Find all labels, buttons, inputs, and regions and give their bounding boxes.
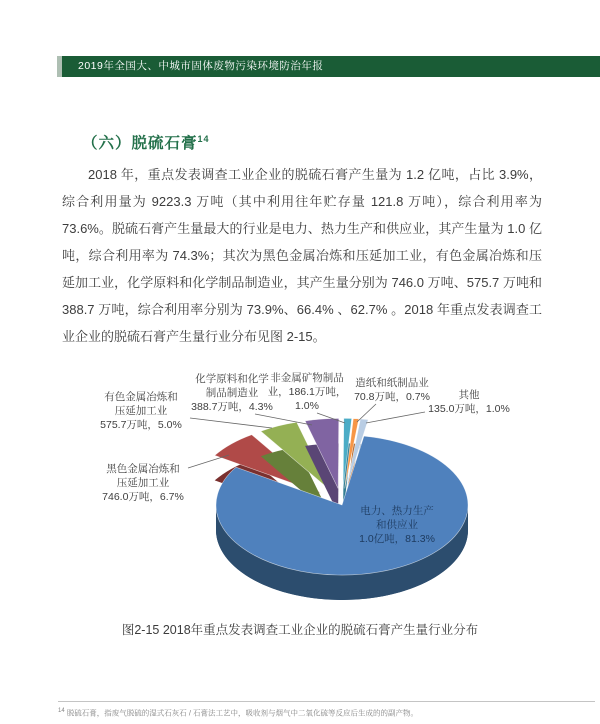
body-paragraph: 2018 年，重点发表调查工业企业的脱硫石膏产生量为 1.2 亿吨，占比 3.9%，综合利用量为 9223.3 万吨（其中利用往年贮存量 121.8 万吨），综合利用率为 73.6%。脱硫石膏产生量最大的行业是电力、热力生产和供应业，其产生量为 1.0 亿吨，综合利用率为 74.3%；其次为黑色金属冶炼和压延加工业，有色金属冶炼和压延加工业，化学原料和化学制品制造业，其产生量分别为 746.0 万吨、575.7 万吨和 388.7 万吨，综合利用率分别为 73.9%、66.4% 、62.7% 。2018 年重点发表调查工业企业的脱硫石膏产生量行业分布见图 2-15。 [62,167,542,344]
footnote-number: 14 [58,708,65,714]
footnote-divider [58,701,595,702]
pie-label-line: 非金属矿物制品 [270,372,344,384]
pie-label-line: 制品制造业 [205,387,259,399]
pie-leader-line-1 [190,418,272,428]
section-heading [82,131,210,153]
pie-leader-line-0 [188,455,229,468]
report-header-title: 2019年全国大、中城市固体废物污染环境防治年报 [78,60,324,72]
pie-label-line: 其他 [458,389,480,401]
pie-label-line: 388.7万吨，4.3% [191,401,273,413]
pie-chart-figure [95,368,595,618]
pie-label-line: 黑色金属冶炼和 [106,463,180,475]
pie-slice-label-2 [191,372,273,414]
pie-label-line: 1.0% [295,400,319,412]
section-heading-text: （六）脱硫石膏 [82,135,198,152]
pie-slice-label-3 [268,371,347,413]
pie-label-line: 70.8万吨，0.7% [354,391,430,403]
pie-label-line: 压延加工业 [116,477,170,489]
pie-label-line: 有色金属冶炼和 [104,391,178,403]
pie-label-line: 575.7万吨，5.0% [100,419,182,431]
pie-label-line: 压延加工业 [114,405,168,417]
pie-label-line: 135.0万吨，1.0% [428,403,510,415]
pie-label-line: 化学原料和化学 [195,373,269,385]
section-heading-footnote-ref: 14 [197,133,210,144]
figure-caption: 图2-15 2018年重点发表调查工业企业的脱硫石膏产生量行业分布 [121,623,479,637]
pie-label-line: 业，186.1万吨， [267,386,347,398]
pie-label-line: 造纸和纸制品业 [355,377,429,389]
pie-slice-label-1 [100,390,182,432]
pie-slice-label-4 [354,376,430,404]
pie-slice-label-5 [428,388,510,416]
pie-slice-label-6 [359,504,435,546]
pie-leader-line-5 [366,412,425,423]
pie-slice-label-0 [102,462,184,504]
pie-label-line: 1.0亿吨，81.3% [359,533,435,545]
pie-label-line: 电力、热力生产 [360,505,434,517]
footnote [58,706,578,719]
pie-leader-line-2 [255,414,312,425]
report-header-bar [62,56,600,77]
pie-label-line: 746.0万吨，6.7% [102,491,184,503]
footnote-text: 脱硫石膏，指废气脱硫的湿式石灰石 / 石膏法工艺中，吸收剂与烟气中二氧化硫等反应后生成的的副产物。 [66,708,419,718]
pie-label-line: 和供应业 [376,519,418,531]
